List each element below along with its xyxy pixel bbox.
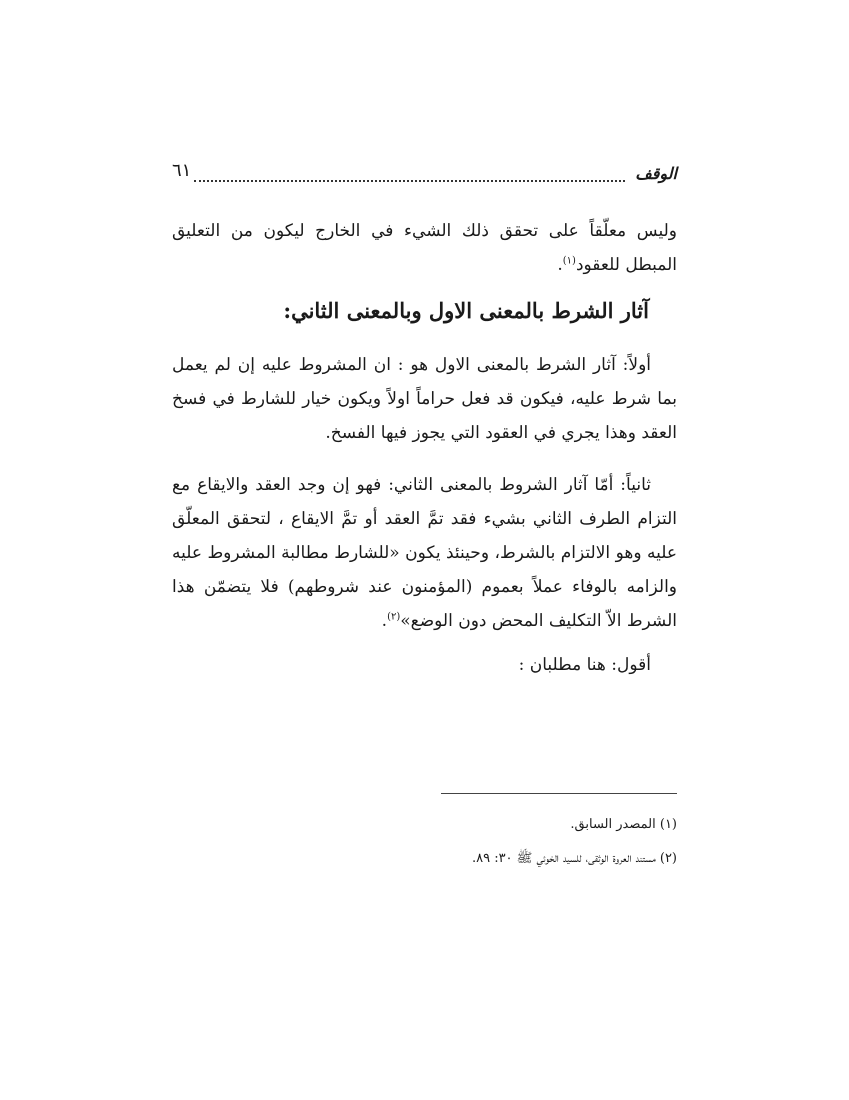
running-title: الوقف xyxy=(635,164,677,183)
footnote-ref-2: (٢) xyxy=(387,611,401,623)
paragraph-second xyxy=(172,468,677,638)
main-text xyxy=(172,214,677,682)
paragraph-second-end: . xyxy=(381,611,388,631)
section-heading: آثار الشرط بالمعنى الاول وبالمعنى الثاني: xyxy=(283,298,649,323)
footnote-2: (٢) مستند العروة الوثقى، للسيد الخوئي ﷺ ٣٠: ٨٩. xyxy=(471,851,677,866)
footnote-1: (١) المصدر السابق. xyxy=(570,817,677,832)
footnote-ref-1: (١) xyxy=(562,255,576,267)
footnotes xyxy=(172,808,677,876)
header-dotted-leader xyxy=(194,180,625,182)
intro-paragraph xyxy=(172,214,677,282)
closing-line: أقول: هنا مطلبان : xyxy=(518,655,651,675)
paragraph-second-text: ثانياً: أمّا آثار الشروط بالمعنى الثاني: فهو إن وجد العقد والايقاع مع التزام الطرف الثاني بشيء فقد تمَّ العقد أو تمَّ الايقاع ، لتحقق المعلّق عليه وهو الالتزام بالشرط، وحينئذ يكون «للشارط مطالبة المشروط عليه والزامه بالوفاء عملاً بعموم (المؤمنون عند شروطهم) فلا يتضمّن هذا الشرط الاّ التكليف المحض دون الوضع» xyxy=(172,475,677,631)
intro-text: وليس معلّقاً على تحقق ذلك الشيء في الخارج ليكون من التعليق المبطل للعقود xyxy=(172,221,677,275)
paragraph-first: أولاً: آثار الشرط بالمعنى الاول هو : ان المشروط عليه إن لم يعمل بما شرط عليه، فيكون قد فعل حراماً اولاً ويكون خيار للشارط في فسخ العقد وهذا يجري في العقود التي يجوز فيها الفسخ. xyxy=(172,355,677,443)
footnote-separator xyxy=(441,793,677,794)
intro-end: . xyxy=(557,255,563,275)
page-number: ٦١ xyxy=(172,160,192,181)
page-header xyxy=(172,156,677,186)
